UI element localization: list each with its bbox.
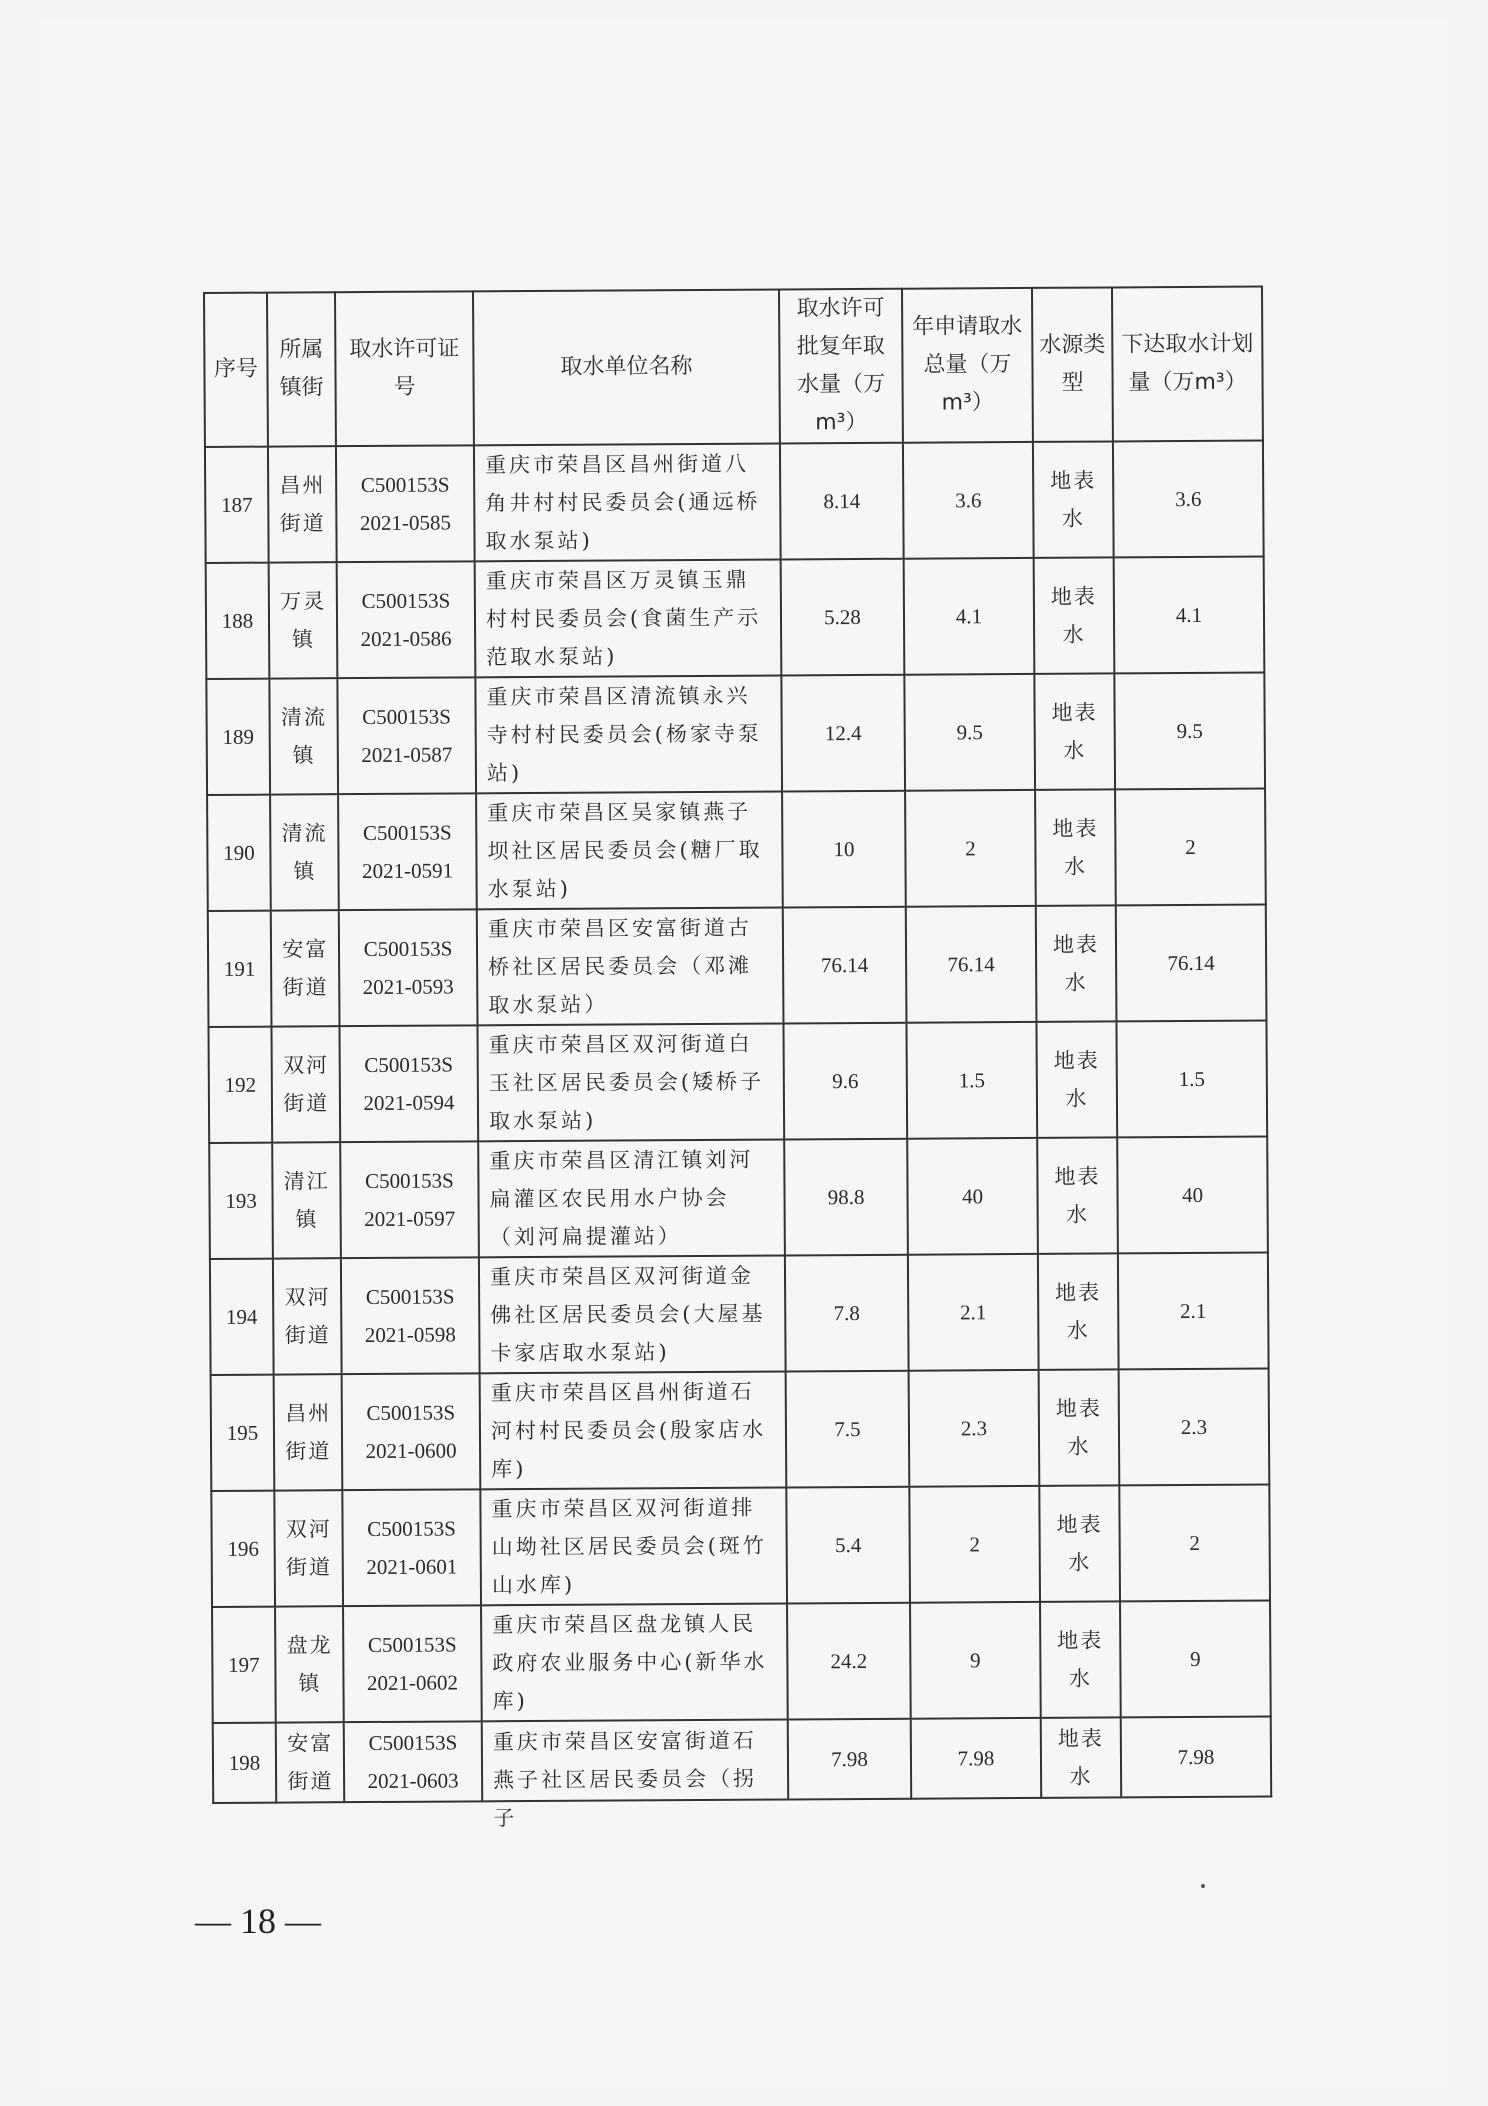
cell-unit xyxy=(480,1487,787,1605)
cell-source xyxy=(1041,1717,1121,1797)
cell-town-text: 清流镇 xyxy=(281,821,328,884)
cell-town-text: 昌州街道 xyxy=(285,1401,332,1464)
scan-speck xyxy=(1201,1884,1205,1888)
cell-unit xyxy=(477,907,784,1025)
cell-plan: 9.5 xyxy=(1114,673,1265,790)
cell-town xyxy=(268,446,337,562)
cell-permit xyxy=(342,1373,481,1490)
cell-permit-number: 2021-0597 xyxy=(364,1206,456,1232)
cell-town-text: 盘龙镇 xyxy=(286,1633,333,1696)
water-permit-table xyxy=(203,286,1272,1831)
cell-town xyxy=(276,1722,344,1802)
cell-plan: 2 xyxy=(1119,1485,1270,1602)
cell-source-text: 地表水 xyxy=(1055,1280,1102,1343)
cell-unit xyxy=(477,1023,784,1141)
cell-plan: 3.6 xyxy=(1113,441,1264,558)
cell-unit-text: 重庆市荣昌区安富街道石燕子社区居民委员会（拐子 xyxy=(492,1728,758,1831)
cell-source-text: 地表水 xyxy=(1057,1726,1104,1789)
cell-applied: 3.6 xyxy=(903,442,1034,559)
table-row xyxy=(211,1369,1270,1491)
cell-source-text: 地表水 xyxy=(1053,1048,1100,1111)
cell-applied: 76.14 xyxy=(906,906,1037,1023)
cell-permit-number: 2021-0600 xyxy=(365,1438,457,1464)
cell-seq: 198 xyxy=(213,1723,276,1803)
cell-unit-text: 重庆市荣昌区清流镇永兴寺村村民委员会(杨家寺泵站) xyxy=(486,683,762,786)
cell-plan: 2.1 xyxy=(1118,1253,1269,1370)
table-row xyxy=(209,1137,1268,1259)
cell-town xyxy=(271,1026,340,1142)
cell-seq: 187 xyxy=(205,447,269,563)
header-source: 水源类型 xyxy=(1032,287,1113,441)
cell-approved: 12.4 xyxy=(781,675,905,792)
cell-plan: 2 xyxy=(1115,789,1266,906)
cell-source-text: 地表水 xyxy=(1051,700,1098,763)
cell-permit xyxy=(339,1025,478,1142)
cell-town-text: 双河街道 xyxy=(284,1285,331,1348)
cell-permit-number: 2021-0587 xyxy=(361,742,453,768)
cell-permit xyxy=(338,793,477,910)
cell-seq: 190 xyxy=(207,795,271,911)
cell-unit-text: 重庆市荣昌区吴家镇燕子坝社区居民委员会(糖厂取水泵站) xyxy=(487,799,763,902)
cell-seq: 188 xyxy=(206,563,270,679)
cell-permit-prefix: C500153S xyxy=(362,704,452,730)
cell-town-text: 清流镇 xyxy=(280,705,327,768)
cell-source xyxy=(1037,1137,1118,1253)
cell-source xyxy=(1036,1021,1117,1137)
cell-unit xyxy=(475,559,782,677)
table-row xyxy=(205,441,1264,563)
cell-plan: 9 xyxy=(1120,1601,1271,1718)
cell-applied: 2 xyxy=(909,1486,1040,1603)
cell-source xyxy=(1039,1485,1120,1601)
cell-plan: 7.98 xyxy=(1121,1717,1271,1798)
header-approved: 取水许可批复年取水量（万m³） xyxy=(779,289,903,444)
table-row xyxy=(213,1717,1271,1803)
cell-unit-text: 重庆市荣昌区双河街道排山坳社区居民委员会(斑竹山水库) xyxy=(491,1495,767,1598)
cell-seq: 196 xyxy=(211,1491,275,1607)
cell-permit-prefix: C500153S xyxy=(365,1168,454,1194)
cell-unit xyxy=(480,1371,787,1489)
cell-seq: 189 xyxy=(206,679,270,795)
cell-permit-prefix: C500153S xyxy=(367,1516,456,1542)
table-row xyxy=(206,673,1265,795)
cell-unit-text: 重庆市荣昌区万灵镇玉鼎村村民委员会(食菌生产示范取水泵站) xyxy=(485,567,762,670)
cell-approved: 10 xyxy=(782,791,906,908)
cell-unit-text: 重庆市荣昌区双河街道白玉社区居民委员会(矮桥子取水泵站) xyxy=(488,1031,765,1134)
cell-applied: 9.5 xyxy=(904,674,1035,791)
cell-applied: 2.3 xyxy=(909,1370,1040,1487)
cell-unit xyxy=(475,675,782,793)
cell-applied: 40 xyxy=(907,1138,1038,1255)
table-row xyxy=(208,905,1267,1027)
header-permit: 取水许可证号 xyxy=(335,291,474,446)
cell-applied: 4.1 xyxy=(904,558,1035,675)
cell-seq: 197 xyxy=(212,1607,276,1723)
header-applied: 年申请取水总量（万m³） xyxy=(902,288,1033,443)
table-header-row xyxy=(204,287,1263,447)
cell-permit xyxy=(342,1489,481,1606)
cell-permit-prefix: C500153S xyxy=(368,1730,458,1756)
cell-approved: 7.98 xyxy=(788,1719,911,1800)
cell-source xyxy=(1034,557,1115,673)
cell-source xyxy=(1033,441,1114,557)
cell-plan: 40 xyxy=(1117,1137,1268,1254)
cell-permit-prefix: C500153S xyxy=(362,820,452,846)
cell-applied: 7.98 xyxy=(911,1718,1041,1799)
cell-unit xyxy=(476,791,783,909)
cell-permit xyxy=(344,1721,482,1802)
cell-permit-number: 2021-0602 xyxy=(366,1670,459,1696)
cell-seq: 191 xyxy=(208,911,272,1027)
cell-applied: 9 xyxy=(910,1602,1041,1719)
cell-unit-text: 重庆市荣昌区清江镇刘河扁灌区农民用水户协会（刘河扁提灌站） xyxy=(489,1147,754,1250)
cell-town-text: 安富街道 xyxy=(287,1731,334,1794)
cell-town xyxy=(269,562,338,678)
cell-approved: 8.14 xyxy=(780,443,904,560)
cell-town xyxy=(270,794,339,910)
cell-plan: 4.1 xyxy=(1114,557,1265,674)
cell-source xyxy=(1039,1369,1120,1485)
table-row xyxy=(212,1601,1271,1723)
cell-applied: 2 xyxy=(905,790,1036,907)
table-row xyxy=(207,789,1266,911)
cell-source-text: 地表水 xyxy=(1055,1396,1102,1459)
cell-source-text: 地表水 xyxy=(1057,1628,1104,1691)
cell-permit xyxy=(343,1605,482,1722)
cell-permit-number: 2021-0591 xyxy=(361,858,454,884)
cell-permit xyxy=(336,445,475,562)
cell-permit-prefix: C500153S xyxy=(367,1632,457,1658)
header-town: 所属镇街 xyxy=(267,292,336,446)
cell-source-text: 地表水 xyxy=(1054,1164,1101,1227)
cell-town-text: 清江镇 xyxy=(283,1169,330,1232)
cell-town xyxy=(274,1490,343,1606)
cell-permit-number: 2021-0598 xyxy=(364,1322,456,1348)
cell-town-text: 双河街道 xyxy=(285,1517,333,1580)
cell-approved: 9.6 xyxy=(783,1023,907,1140)
cell-source-text: 地表水 xyxy=(1050,468,1097,531)
cell-permit-number: 2021-0594 xyxy=(363,1090,455,1116)
cell-source xyxy=(1040,1601,1121,1717)
cell-source xyxy=(1036,905,1117,1021)
cell-permit-number: 2021-0603 xyxy=(367,1768,459,1794)
cell-seq: 192 xyxy=(208,1027,272,1143)
cell-town xyxy=(275,1606,344,1722)
header-seq: 序号 xyxy=(204,293,268,447)
cell-permit xyxy=(337,561,476,678)
cell-permit-number: 2021-0586 xyxy=(360,626,452,652)
cell-unit-text: 重庆市荣昌区昌州街道八角井村村民委员会(通远桥取水泵站) xyxy=(484,451,761,554)
cell-applied: 1.5 xyxy=(906,1022,1037,1139)
cell-town-text: 双河街道 xyxy=(282,1053,330,1116)
cell-unit xyxy=(482,1719,788,1831)
cell-approved: 98.8 xyxy=(784,1139,908,1256)
cell-approved: 5.4 xyxy=(786,1487,910,1604)
cell-unit xyxy=(481,1603,788,1721)
cell-permit-prefix: C500153S xyxy=(360,472,450,498)
cell-applied: 2.1 xyxy=(908,1254,1039,1371)
cell-town xyxy=(274,1374,343,1490)
cell-unit-text: 重庆市荣昌区昌州街道石河村村民委员会(殷家店水库) xyxy=(490,1379,767,1482)
cell-source-text: 地表水 xyxy=(1052,932,1100,995)
cell-approved: 24.2 xyxy=(787,1603,911,1720)
cell-unit-text: 重庆市荣昌区盘龙镇人民政府农业服务中心(新华水库) xyxy=(492,1611,768,1714)
cell-town xyxy=(271,910,340,1026)
cell-permit-prefix: C500153S xyxy=(363,936,453,962)
cell-unit-text: 重庆市荣昌区安富街道古桥社区居民委员会（邓滩取水泵站） xyxy=(487,915,753,1018)
cell-unit xyxy=(478,1139,785,1257)
cell-approved: 7.5 xyxy=(786,1371,910,1488)
cell-permit-number: 2021-0593 xyxy=(362,974,454,1000)
cell-town xyxy=(269,678,338,794)
cell-seq: 194 xyxy=(210,1259,274,1375)
page-number: — 18 — xyxy=(195,1901,321,1941)
cell-permit xyxy=(339,909,478,1026)
cell-source-text: 地表水 xyxy=(1052,816,1099,879)
table-row xyxy=(206,557,1265,679)
table-row xyxy=(211,1485,1270,1607)
cell-town xyxy=(272,1142,341,1258)
cell-permit xyxy=(341,1257,480,1374)
cell-approved: 7.8 xyxy=(785,1255,909,1372)
cell-seq: 195 xyxy=(211,1375,275,1491)
cell-permit-number: 2021-0601 xyxy=(366,1554,458,1580)
cell-seq: 193 xyxy=(209,1143,273,1259)
cell-permit-number: 2021-0585 xyxy=(359,510,451,536)
cell-unit-text: 重庆市荣昌区双河街道金佛社区居民委员会(大屋基卡家店取水泵站) xyxy=(489,1263,766,1366)
header-unit: 取水单位名称 xyxy=(473,289,780,445)
cell-source xyxy=(1034,673,1115,789)
cell-source-text: 地表水 xyxy=(1050,584,1097,647)
cell-plan: 76.14 xyxy=(1116,905,1267,1022)
cell-plan: 1.5 xyxy=(1116,1021,1267,1138)
table-row xyxy=(208,1021,1267,1143)
cell-permit-prefix: C500153S xyxy=(365,1284,455,1310)
cell-unit xyxy=(474,443,781,561)
cell-town-text: 万灵镇 xyxy=(280,589,327,652)
cell-approved: 76.14 xyxy=(783,907,907,1024)
cell-permit xyxy=(337,677,476,794)
header-plan: 下达取水计划量（万m³） xyxy=(1112,287,1263,442)
table-row xyxy=(210,1253,1269,1375)
cell-permit-prefix: C500153S xyxy=(366,1400,456,1426)
cell-town-text: 昌州街道 xyxy=(279,473,326,536)
cell-town xyxy=(273,1258,342,1374)
cell-source xyxy=(1038,1253,1119,1369)
cell-unit xyxy=(479,1255,786,1373)
cell-town-text: 安富街道 xyxy=(282,937,329,1000)
cell-approved: 5.28 xyxy=(781,559,905,676)
cell-source-text: 地表水 xyxy=(1056,1512,1103,1575)
cell-permit-prefix: C500153S xyxy=(361,588,451,614)
cell-source xyxy=(1035,789,1116,905)
cell-plan: 2.3 xyxy=(1119,1369,1270,1486)
cell-permit xyxy=(340,1141,479,1258)
cell-permit-prefix: C500153S xyxy=(364,1052,454,1078)
